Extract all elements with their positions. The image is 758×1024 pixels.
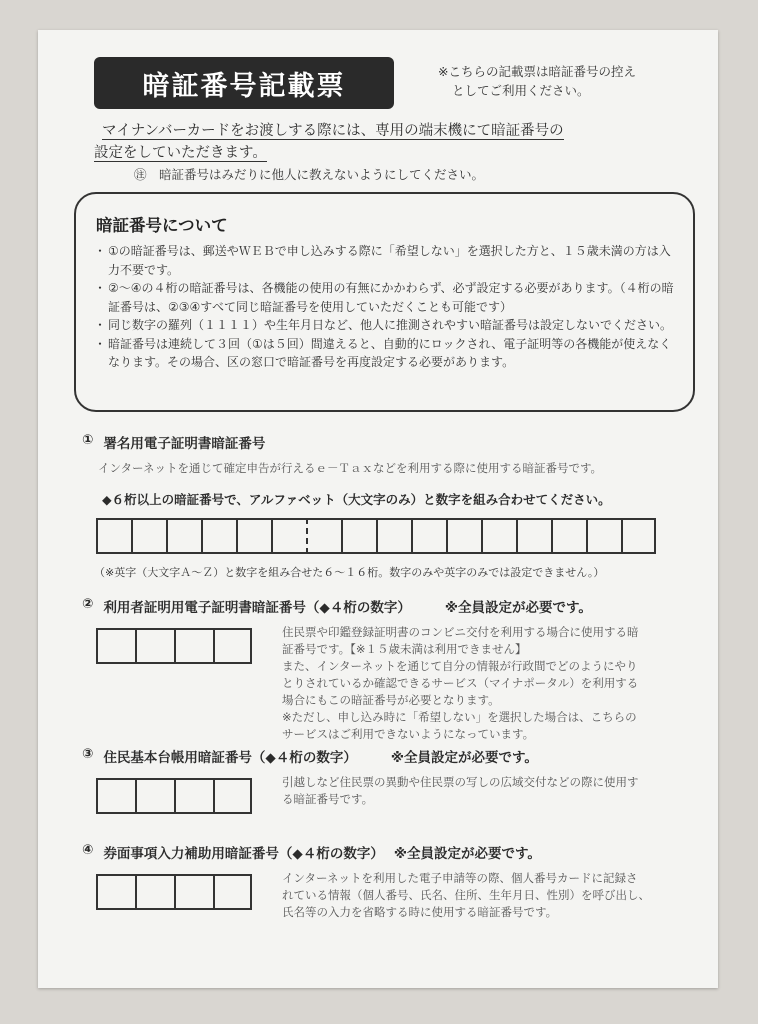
pin-digit-box[interactable] (341, 518, 376, 554)
pin-digit-box[interactable] (96, 874, 135, 910)
text-line: サービスはご利用できないようになっています。 (282, 727, 535, 741)
section-footnote: （※英字（大文字Ａ～Ｚ）と数字を組み合せた６～１６桁。数字のみや英字のみでは設定できません。） (94, 566, 605, 579)
pin-digit-box[interactable] (213, 874, 252, 910)
pin-digit-box[interactable] (271, 518, 306, 554)
pin-digit-box[interactable] (131, 518, 166, 554)
about-item: ・ ②～④の４桁の暗証番号は、各機能の使用の有無にかかわらず、必ず設定する必要があります。（４桁の暗証番号は、②③④すべて同じ暗証番号を使用していただくことも可能です） (96, 279, 677, 316)
pin-digit-box[interactable] (481, 518, 516, 554)
about-title: 暗証番号について (96, 216, 228, 235)
section-text (282, 774, 712, 814)
pin-digit-box[interactable] (213, 778, 252, 814)
section-title: 署名用電子証明書暗証番号 (103, 436, 266, 452)
text-line: る暗証番号です。 (282, 792, 374, 806)
pin-digit-box[interactable] (621, 518, 656, 554)
pin-digit-box[interactable] (96, 518, 131, 554)
about-pin-box (74, 192, 695, 412)
form-title: 暗証番号記載票 (94, 57, 394, 109)
about-list (96, 242, 677, 372)
pin-digit-box[interactable] (213, 628, 252, 664)
about-item: ・ ①の暗証番号は、郵送やＷＥＢで申し込みする際に「希望しない」を選択した方と、１５歳未満の方は入力不要です。 (96, 242, 677, 279)
pin-boxes-4 (96, 874, 252, 910)
section-card-info-pin (82, 842, 712, 921)
pin-digit-box[interactable] (135, 628, 174, 664)
pin-digit-box[interactable] (551, 518, 586, 554)
text-line: 場合にもこの暗証番号が必要となります。 (282, 693, 500, 707)
text-line: 引越しなど住民票の異動や住民票の写しの広域交付などの際に使用す (282, 775, 639, 789)
pin-boxes-4 (96, 778, 252, 814)
required-note: ※全員設定が必要です。 (393, 846, 541, 862)
text-line: また、インターネットを通じて自分の情報が行政間でどのようにやり (282, 659, 638, 673)
pin-digit-box[interactable] (96, 628, 135, 664)
section-number: ③ (82, 746, 94, 762)
top-note-line1: ※こちらの記載票は暗証番号の控え (438, 64, 636, 79)
text-line: 氏名等の入力を省略する時に使用する暗証番号です。 (282, 905, 558, 919)
intro-text (94, 120, 712, 164)
pin-digit-box[interactable] (411, 518, 446, 554)
section-number: ① (82, 432, 94, 448)
intro-caution: ㊟ 暗証番号はみだりに他人に教えないようにしてください。 (134, 167, 485, 182)
top-note (438, 62, 708, 100)
pin-digit-box[interactable] (174, 778, 213, 814)
pin-digit-box[interactable] (516, 518, 551, 554)
pin-digit-box[interactable] (376, 518, 411, 554)
pin-digit-box[interactable] (306, 518, 341, 554)
pin-digit-box[interactable] (166, 518, 201, 554)
section-text (282, 624, 712, 743)
pin-digit-box[interactable] (135, 874, 174, 910)
section-signature-pin (82, 432, 712, 580)
text-line: 証番号です。【※１５歳未満は利用できません】 (282, 642, 527, 656)
pin-digit-box[interactable] (135, 778, 174, 814)
pin-digit-box[interactable] (96, 778, 135, 814)
pin-digit-box[interactable] (201, 518, 236, 554)
section-number: ④ (82, 842, 94, 858)
text-line: 住民票や印鑑登録証明書のコンビニ交付を利用する場合に使用する暗 (282, 625, 639, 639)
text-line: とりされているか確認できるサービス（マイナポータル）を利用する (282, 676, 639, 690)
section-title: 住民基本台帳用暗証番号（◆４桁の数字） (103, 750, 357, 766)
required-note: ※全員設定が必要です。 (390, 750, 538, 766)
text-line: ※ただし、申し込み時に「希望しない」を選択した場合は、こちらの (282, 710, 637, 724)
section-title: 券面事項入力補助用暗証番号（◆４桁の数字） (103, 846, 384, 862)
required-note: ※全員設定が必要です。 (444, 600, 592, 616)
intro-line2: 設定をしていただきます。 (94, 145, 267, 161)
pin-digit-box[interactable] (586, 518, 621, 554)
intro-line1: マイナンバーカードをお渡しする際には、専用の端末機にて暗証番号の (102, 123, 564, 139)
about-item: ・ 暗証番号は連続して３回（①は５回）間違えると、自動的にロックされ、電子証明等の各機能が使えなくなります。その場合、区の窓口で暗証番号を再度設定する必要があります。 (96, 335, 677, 372)
pin-digit-box[interactable] (174, 874, 213, 910)
section-title: 利用者証明用電子証明書暗証番号（◆４桁の数字） (103, 600, 411, 616)
text-line: インターネットを利用した電子申請等の際、個人番号カードに記録さ (282, 871, 638, 885)
about-item: ・ 同じ数字の羅列（１１１１）や生年月日など、他人に推測されやすい暗証番号は設定しないでください。 (96, 316, 677, 335)
section-text (282, 870, 712, 921)
pin-boxes-16 (96, 518, 712, 554)
section-number: ② (82, 596, 94, 612)
section-resident-registry-pin (82, 746, 712, 814)
section-user-cert-pin (82, 596, 712, 743)
pin-digit-box[interactable] (446, 518, 481, 554)
pin-digit-box[interactable] (236, 518, 271, 554)
pin-boxes-4 (96, 628, 252, 664)
pin-digit-box[interactable] (174, 628, 213, 664)
section-instruction: ◆６桁以上の暗証番号で、アルファベット（大文字のみ）と数字を組み合わせてください。 (102, 492, 611, 507)
section-description: インターネットを通じて確定申告が行えるｅ－Ｔａｘなどを利用する際に使用する暗証番号です。 (98, 461, 603, 475)
form-paper (38, 30, 718, 988)
text-line: れている情報（個人番号、氏名、住所、生年月日、性別）を呼び出し、 (282, 888, 650, 902)
top-note-line2: としてご利用ください。 (452, 83, 590, 98)
